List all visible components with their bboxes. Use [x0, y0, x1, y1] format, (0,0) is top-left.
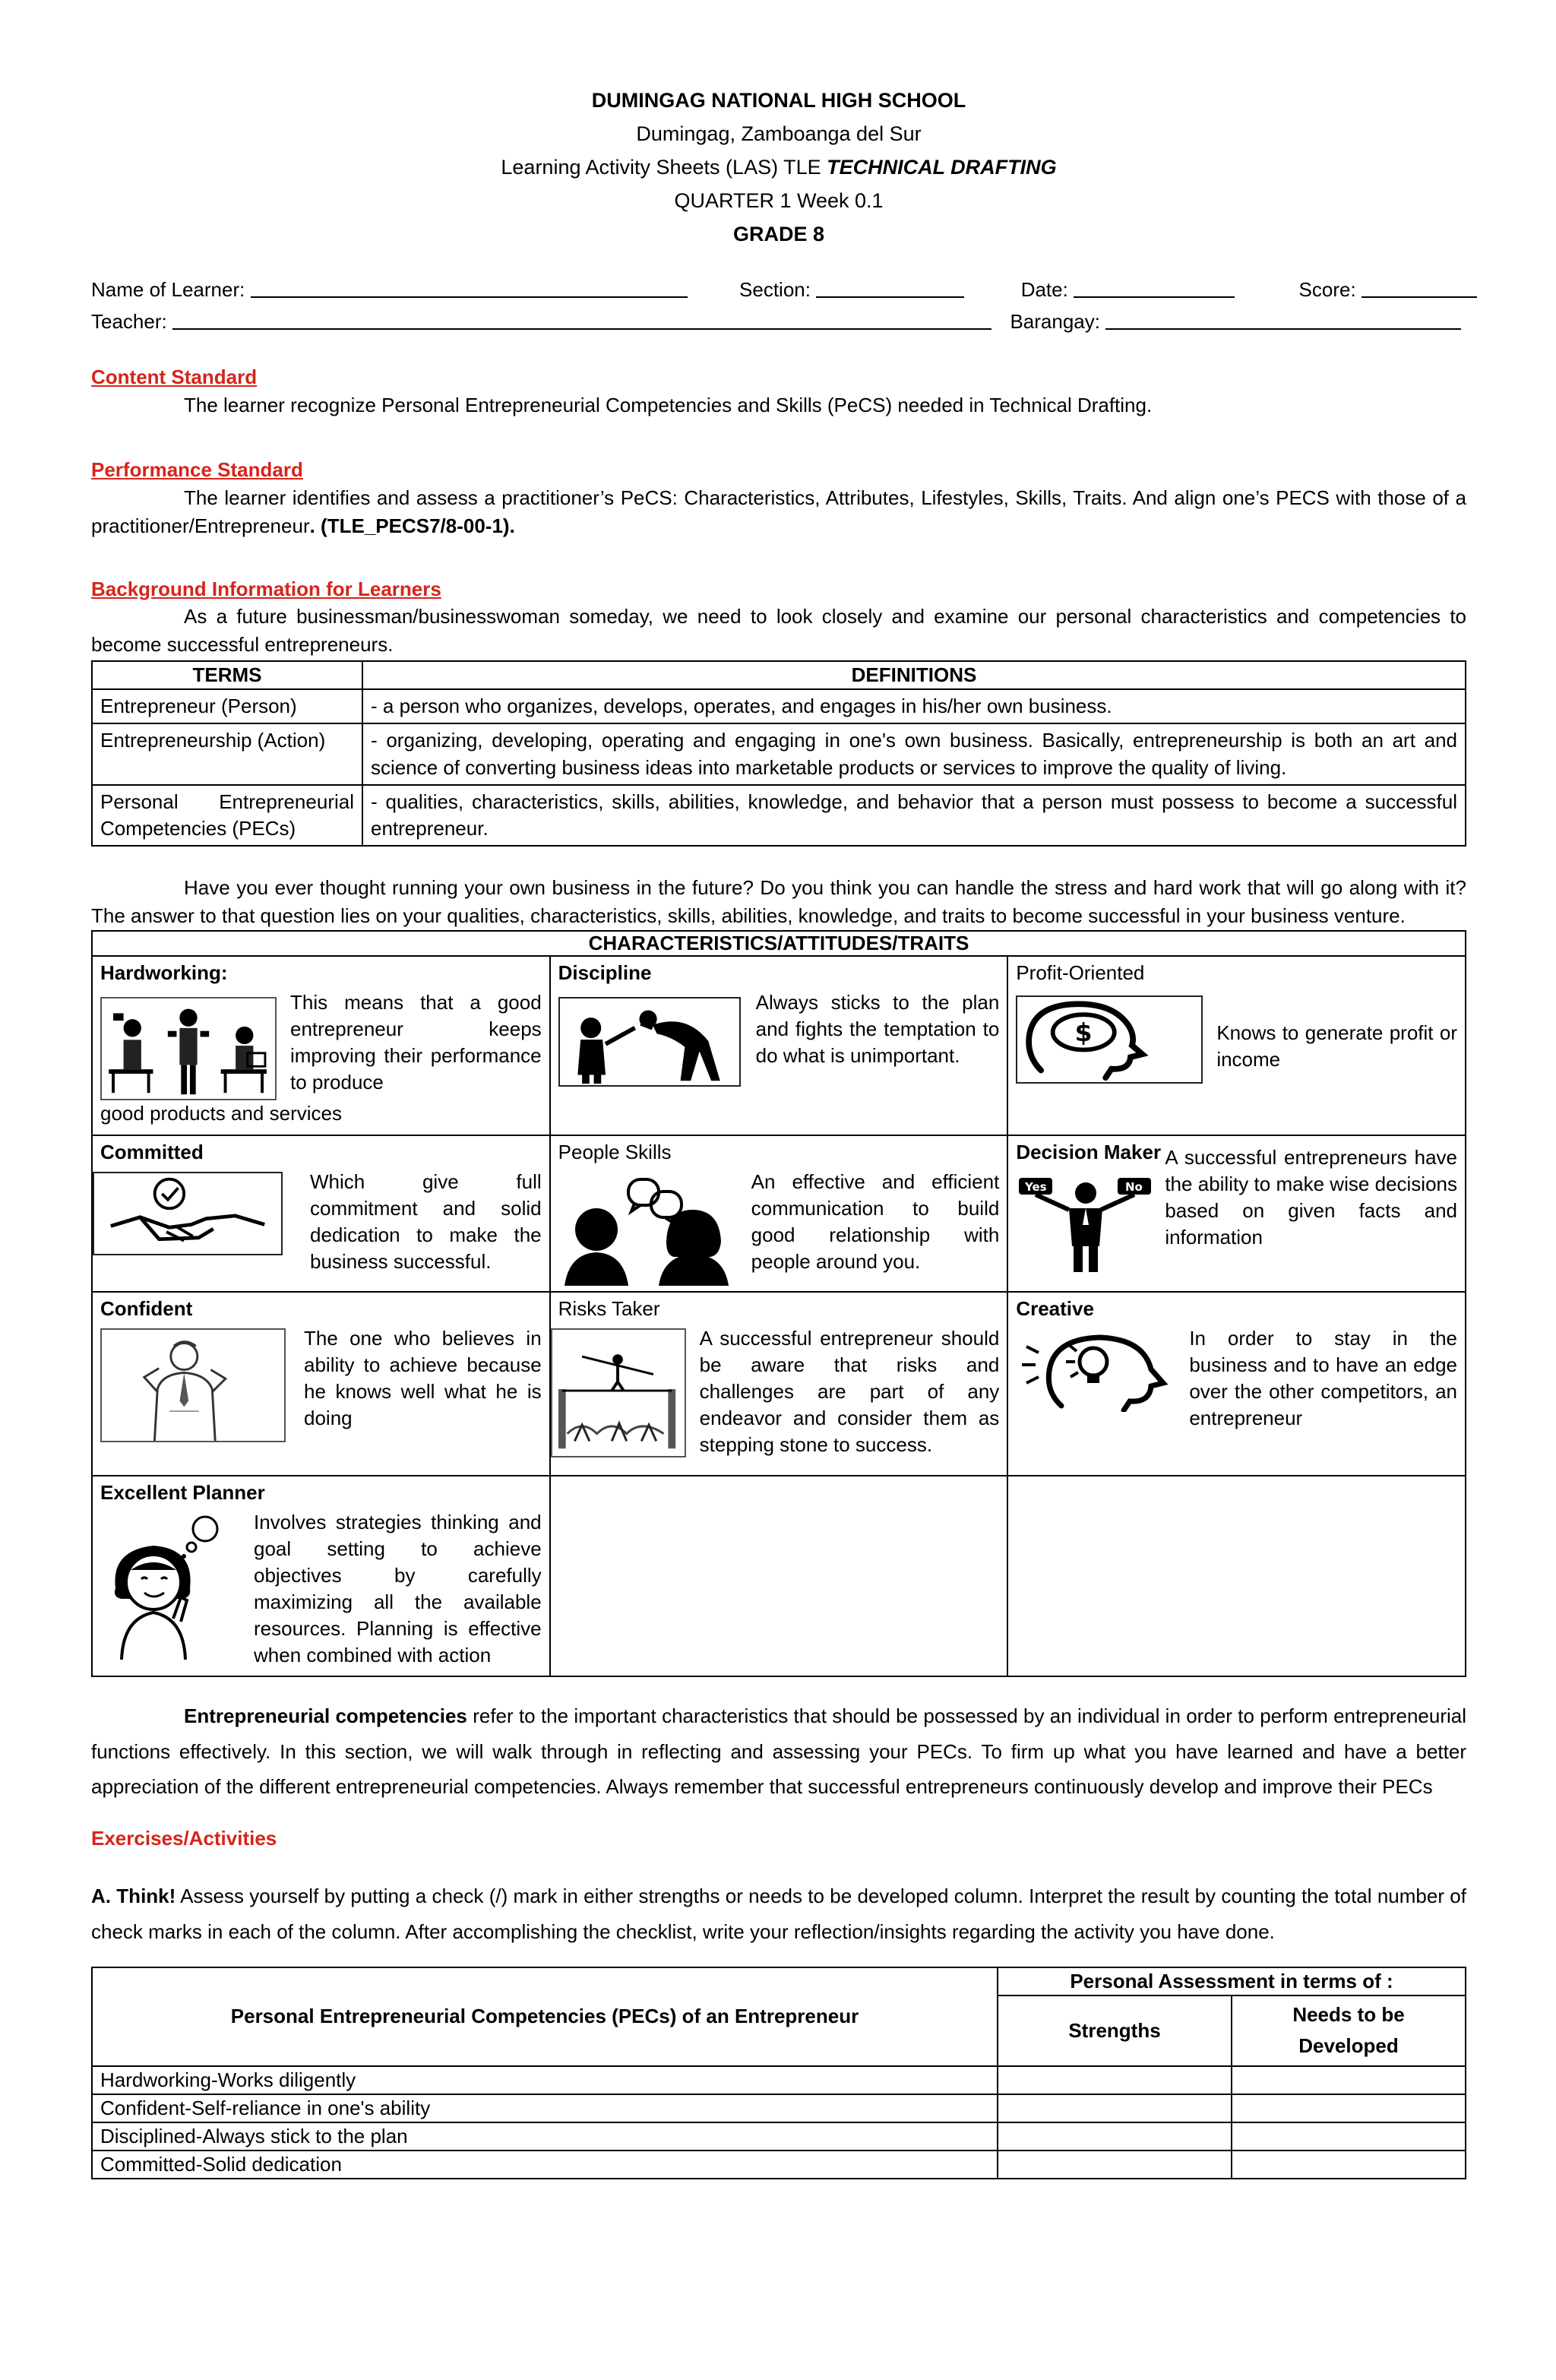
content-standard-text: The learner recognize Personal Entrepreneurial Competencies and Skills (PeCS) needed in Technical Drafting.	[184, 393, 1153, 416]
question-paragraph: Have you ever thought running your own business in the future? Do you think you can handle the stress and hard work that will go along with it? The answer to that question lies on your qualities, characteristics, skills, abilities, knowledge, and traits to become successful in your business venture.	[91, 875, 1466, 927]
trait-description: Which give full commitment and solid dedication to make the business successful.	[310, 1169, 542, 1274]
definitions-column-header: DEFINITIONS	[362, 661, 1466, 689]
trait-description: A successful entrepreneurs have the ability to make wise decisions based on given facts and information	[1165, 1145, 1457, 1249]
strengths-column-header: Strengths	[998, 1995, 1232, 2066]
svg-text:$: $	[1074, 1018, 1093, 1047]
performance-standard-text: The learner identifies and assess a practitioner’s PeCS: Characteristics, Attributes, Lifestyles, Skills, Traits. And align one’s PECS with those of a practitioner/Entrepreneur. (TLE_PECS7/8-00-1).	[91, 486, 1466, 537]
assessment-header-row	[92, 1967, 1466, 1995]
trait-description: An effective and efficient communication to build good relationship with people around you.	[751, 1169, 1000, 1274]
pec-item: Confident-Self-reliance in one's ability	[92, 2094, 998, 2122]
strengths-check-cell[interactable]	[998, 2122, 1232, 2151]
assessment-group-header: Personal Assessment in terms of :	[998, 1967, 1466, 1995]
section-label: Section:	[739, 278, 811, 301]
table-row	[92, 2151, 1466, 2179]
trait-title: Profit-Oriented	[1016, 961, 1145, 984]
traits-table	[91, 930, 1466, 1677]
table-row	[92, 785, 1466, 846]
trait-cell-empty	[550, 1476, 1008, 1676]
definition-cell: - organizing, developing, operating and engaging in one's own business. Basically, entrepreneurship is both an art and science of converting business ideas into marketable products or services to improve the quality of living.	[362, 723, 1466, 784]
traits-row	[92, 1135, 1466, 1292]
table-row	[92, 2122, 1466, 2151]
score-field[interactable]	[1362, 278, 1477, 298]
las-title: Learning Activity Sheets (LAS) TLE TECHNICAL DRAFTING	[501, 156, 1057, 179]
trait-title: Hardworking:	[100, 961, 228, 984]
traits-table-title: CHARACTERISTICS/ATTITUDES/TRAITS	[92, 931, 1466, 956]
trait-description: Always sticks to the plan and fights the temptation to do what is unimportant.	[755, 990, 1000, 1068]
trait-description: A successful entrepreneur should be aware that risks and challenges are part of any endeavor and consider them as stepping stone to success.	[699, 1326, 1000, 1457]
competencies-paragraph: Entrepreneurial competencies refer to the important characteristics that should be possessed by an individual in order to perform entrepreneurial functions effectively. In this section, we will walk through in reflecting and assessing your PECs. To firm up what you have learned and have a better appreciation of the different entrepreneurial competencies. Always remember that successful entrepreneurs continuously develop and improve their PECs	[91, 1704, 1466, 1799]
traits-row	[92, 1476, 1466, 1676]
needs-check-cell[interactable]	[1232, 2094, 1466, 2122]
definition-cell: - qualities, characteristics, skills, abilities, knowledge, and behavior that a person must possess to become a successful entrepreneur.	[362, 785, 1466, 846]
table-row	[92, 723, 1466, 784]
score-label: Score:	[1298, 278, 1356, 301]
trait-description-continued: good products and services	[100, 1101, 342, 1125]
trait-title: Discipline	[558, 961, 652, 984]
trait-cell-people-skills	[550, 1135, 1008, 1292]
profit-head-icon	[1016, 995, 1203, 1084]
trait-title: People Skills	[558, 1140, 672, 1163]
trait-cell-committed	[92, 1135, 550, 1292]
trait-description: Involves strategies thinking and goal setting to achieve objectives by carefully maximizing all the available resources. Planning is effective when combined with action	[254, 1510, 542, 1667]
exercises-heading: Exercises/Activities	[91, 1827, 277, 1850]
trait-cell-excellent-planner	[92, 1476, 550, 1676]
terms-table	[91, 660, 1466, 847]
name-field[interactable]	[251, 278, 688, 298]
teacher-field[interactable]	[172, 310, 991, 330]
trait-cell-decision-maker	[1007, 1135, 1466, 1292]
trait-cell-creative	[1007, 1292, 1466, 1476]
barangay-label: Barangay:	[1010, 310, 1100, 333]
discipline-icon	[558, 997, 741, 1087]
assessment-table	[91, 1967, 1466, 2180]
pec-item: Disciplined-Always stick to the plan	[92, 2122, 998, 2151]
table-row	[92, 2094, 1466, 2122]
needs-check-cell[interactable]	[1232, 2066, 1466, 2094]
trait-cell-hardworking	[92, 956, 550, 1135]
school-location: Dumingag, Zamboanga del Sur	[636, 122, 922, 145]
workers-icon	[100, 997, 277, 1100]
handshake-icon	[93, 1172, 283, 1255]
term-cell: Personal Entrepreneurial Competencies (PECs)	[92, 785, 362, 846]
idea-head-icon	[1016, 1330, 1177, 1412]
table-row	[92, 2066, 1466, 2094]
term-cell: Entrepreneur (Person)	[92, 689, 362, 723]
definition-cell: - a person who organizes, develops, operates, and engages in his/her own business.	[362, 689, 1466, 723]
section-field[interactable]	[816, 278, 964, 298]
barangay-field[interactable]	[1105, 310, 1461, 330]
think-label: A. Think!	[91, 1885, 176, 1908]
needs-column-header: Needs to be Developed	[1232, 1995, 1466, 2066]
content-standard-heading: Content Standard	[91, 366, 258, 388]
traits-title-row	[92, 931, 1466, 956]
date-label: Date:	[1020, 278, 1068, 301]
grade-label: GRADE 8	[732, 223, 825, 245]
trait-cell-risks-taker	[550, 1292, 1008, 1476]
thinking-girl-icon	[100, 1512, 232, 1660]
trait-description: The one who believes in ability to achieve because he knows well what he is doing	[304, 1326, 542, 1430]
date-field[interactable]	[1074, 278, 1235, 298]
term-cell: Entrepreneurship (Action)	[92, 723, 362, 784]
las-subject: TECHNICAL DRAFTING	[827, 156, 1057, 179]
people-talking-icon	[558, 1172, 733, 1287]
performance-standard-code: . (TLE_PECS7/8-00-1).	[309, 514, 515, 537]
trait-description: Knows to generate profit or income	[1216, 1021, 1457, 1071]
trait-description: In order to stay in the business and to have an edge over the other competitors, an entrepreneur	[1189, 1326, 1457, 1430]
trait-title: Excellent Planner	[100, 1480, 265, 1504]
strengths-check-cell[interactable]	[998, 2094, 1232, 2122]
school-name: DUMINGAG NATIONAL HIGH SCHOOL	[591, 89, 966, 112]
trait-title: Committed	[100, 1140, 204, 1163]
quarter-label: QUARTER 1 Week 0.1	[674, 189, 884, 212]
decision-icon	[1016, 1170, 1156, 1274]
trait-description: This means that a good entrepreneur keeps improving their performance to produce	[290, 990, 542, 1094]
trait-cell-confident	[92, 1292, 550, 1476]
needs-check-cell[interactable]	[1232, 2122, 1466, 2151]
yes-sign-label: Yes	[1025, 1179, 1047, 1194]
background-text: As a future businessman/businesswoman someday, we need to look closely and examine our personal characteristics and competencies to become successful entrepreneurs.	[91, 605, 1466, 657]
strengths-check-cell[interactable]	[998, 2151, 1232, 2179]
teacher-info-row	[91, 305, 1466, 337]
trait-title: Creative	[1016, 1296, 1094, 1320]
table-row	[92, 689, 1466, 723]
performance-standard-heading: Performance Standard	[91, 457, 303, 481]
teacher-label: Teacher:	[91, 310, 167, 333]
trait-cell-discipline	[550, 956, 1008, 1135]
needs-check-cell[interactable]	[1232, 2151, 1466, 2179]
think-instructions: A. Think! Assess yourself by putting a check (/) mark in either strengths or needs to be developed column. Interpret the result by counting the total number of check marks in each of the column. After accomplishing the checklist, write your reflection/insights regarding the activity you have done.	[91, 1885, 1466, 1943]
no-sign-label: No	[1125, 1179, 1143, 1194]
strengths-check-cell[interactable]	[998, 2066, 1232, 2094]
pec-item: Hardworking-Works diligently	[92, 2066, 998, 2094]
terms-column-header: TERMS	[92, 661, 362, 689]
trait-title: Confident	[100, 1296, 193, 1320]
trait-cell-profit-oriented	[1007, 956, 1466, 1135]
traits-row	[92, 1292, 1466, 1476]
trait-title: Risks Taker	[558, 1296, 660, 1320]
name-label: Name of Learner:	[91, 278, 245, 301]
background-heading: Background Information for Learners	[91, 577, 441, 600]
confident-man-icon	[100, 1328, 286, 1442]
document-page	[91, 84, 1466, 2179]
terms-header-row	[92, 661, 1466, 689]
pec-item: Committed-Solid dedication	[92, 2151, 998, 2179]
trait-title: Decision Maker	[1016, 1140, 1162, 1163]
trait-cell-empty	[1007, 1476, 1466, 1676]
traits-row	[92, 956, 1466, 1135]
pecs-column-header: Personal Entrepreneurial Competencies (PECs) of an Entrepreneur	[92, 1967, 998, 2066]
competencies-lead: Entrepreneurial competencies	[184, 1704, 467, 1727]
tightrope-icon	[551, 1328, 686, 1457]
learner-info-row	[91, 274, 1466, 305]
